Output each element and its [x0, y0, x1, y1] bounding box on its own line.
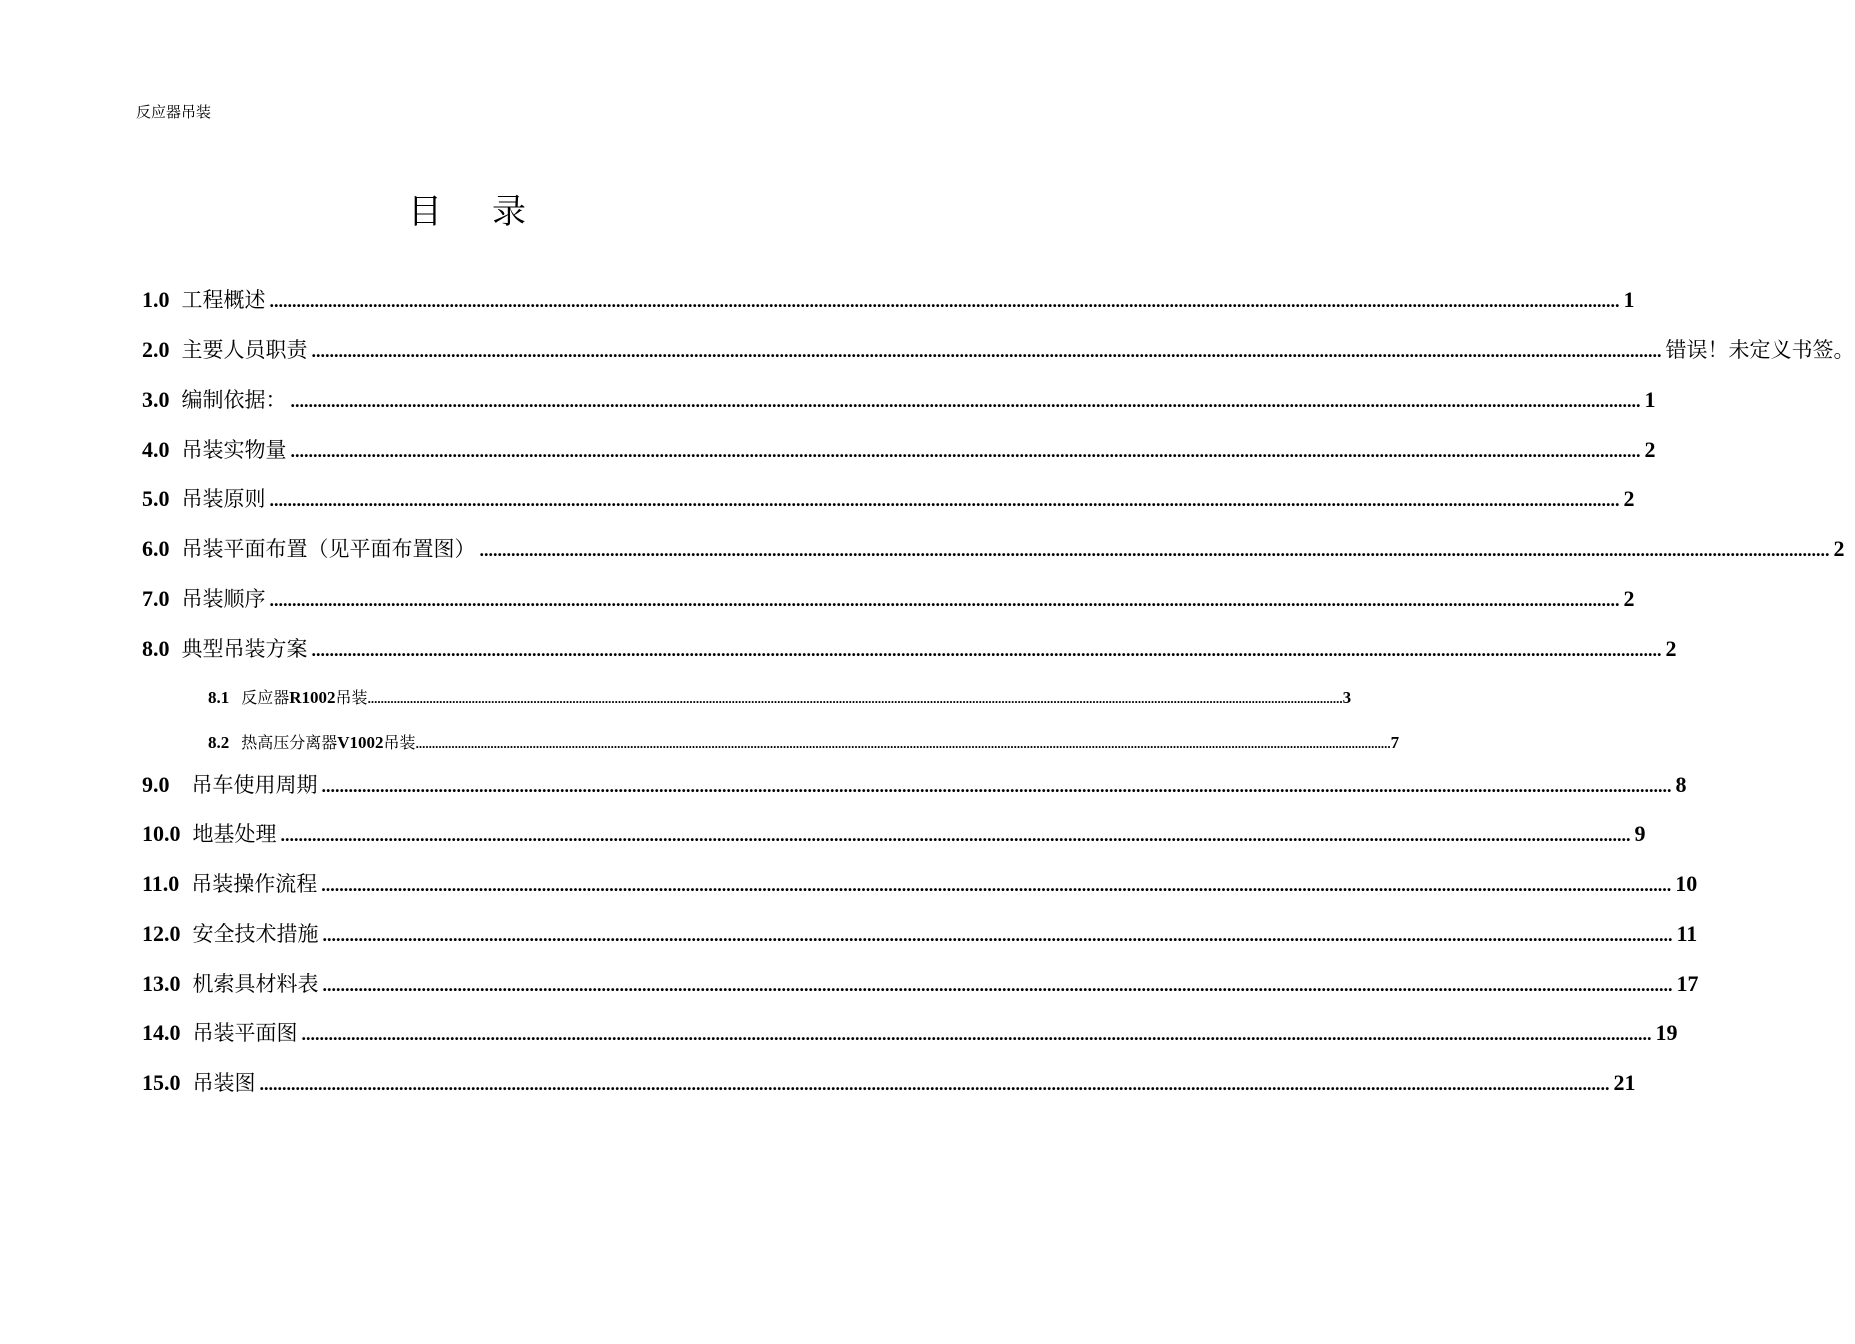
- toc-title: 地基处理: [192, 822, 277, 846]
- toc-leader: ............................................................................................................................................................................................................................................................................................................: [269, 490, 1620, 510]
- toc-page: 8: [1675, 772, 1687, 797]
- toc-title: 吊装实物量: [181, 438, 287, 462]
- toc-number: 14.0: [142, 1020, 181, 1045]
- toc-page: 7: [1390, 733, 1400, 752]
- toc-leader: ............................................................................................................................................................................................................................................................................................................: [321, 875, 1672, 895]
- toc-entry[interactable]: [142, 483, 1635, 515]
- toc-number: 7.0: [142, 586, 170, 611]
- toc-leader: ............................................................................................................................................................................................................................................................................................................: [311, 640, 1662, 660]
- toc-title: 吊装顺序: [181, 587, 266, 611]
- toc-number: 5.0: [142, 486, 170, 511]
- toc-page: 17: [1676, 971, 1699, 996]
- toc-leader: ............................................................................................................................................................................................................................................................................................................: [280, 825, 1631, 845]
- toc-page: 19: [1655, 1020, 1678, 1045]
- toc-title: 编制依据：: [181, 388, 287, 412]
- toc-title: 机索具材料表: [192, 972, 319, 996]
- toc-title: 热高压分离器V1002吊装: [241, 733, 416, 752]
- toc-leader: ............................................................................................................................................................................................................................................................................................................: [311, 341, 1662, 361]
- toc-leader: ............................................................................................................................................................................................................................................................................................................: [415, 736, 1391, 751]
- toc-page: 3: [1342, 688, 1352, 707]
- toc-title: 吊装图: [192, 1071, 256, 1095]
- toc-number: 8.2: [208, 733, 230, 752]
- toc-entry[interactable]: [142, 633, 1677, 665]
- toc-page: 1: [1644, 387, 1656, 412]
- toc-title: 工程概述: [181, 288, 266, 312]
- toc-page: 错误！未定义书签。: [1665, 338, 1855, 362]
- toc-title: 吊车使用周期: [191, 773, 318, 797]
- toc-title: 吊装操作流程: [191, 872, 318, 896]
- toc-page: 2: [1644, 437, 1656, 462]
- toc-leader: ............................................................................................................................................................................................................................................................................................................: [479, 540, 1830, 560]
- toc-leader: ............................................................................................................................................................................................................................................................................................................: [290, 391, 1641, 411]
- toc-number: 6.0: [142, 536, 170, 561]
- toc-entry[interactable]: [142, 533, 1845, 565]
- toc-number: 2.0: [142, 337, 170, 362]
- toc-entry[interactable]: [142, 818, 1646, 850]
- toc-page: 2: [1623, 486, 1635, 511]
- toc-number: 15.0: [142, 1070, 181, 1095]
- toc-page: 2: [1833, 536, 1845, 561]
- toc-number: 13.0: [142, 971, 181, 996]
- toc-page: 2: [1623, 586, 1635, 611]
- running-header: 反应器吊装: [136, 103, 212, 121]
- toc-number: 1.0: [142, 287, 170, 312]
- toc-entry[interactable]: [142, 334, 1855, 366]
- toc-number: 10.0: [142, 821, 181, 846]
- toc-title: 主要人员职责: [181, 338, 308, 362]
- toc-title: 吊装平面布置（见平面布置图）: [181, 537, 476, 561]
- toc-subentry[interactable]: [208, 685, 1352, 717]
- toc-entry[interactable]: [142, 868, 1698, 900]
- toc-title: 安全技术措施: [192, 922, 319, 946]
- toc-entry[interactable]: [142, 968, 1699, 1000]
- toc-number: 8.1: [208, 688, 230, 707]
- toc-entry[interactable]: [142, 1067, 1636, 1099]
- toc-title: 吊装原则: [181, 487, 266, 511]
- toc-page: 2: [1665, 636, 1677, 661]
- toc-leader: ............................................................................................................................................................................................................................................................................................................: [321, 776, 1672, 796]
- toc-leader: ............................................................................................................................................................................................................................................................................................................: [269, 590, 1620, 610]
- toc-leader: ............................................................................................................................................................................................................................................................................................................: [367, 691, 1343, 706]
- toc-page: 11: [1676, 921, 1698, 946]
- toc-number: 12.0: [142, 921, 181, 946]
- toc-entry[interactable]: [142, 1017, 1678, 1049]
- toc-entry[interactable]: [142, 583, 1635, 615]
- toc-entry[interactable]: [142, 434, 1656, 466]
- toc-page: 9: [1634, 821, 1646, 846]
- toc-title: 典型吊装方案: [181, 637, 308, 661]
- toc-title: 反应器R1002吊装: [241, 688, 368, 707]
- toc-leader: ............................................................................................................................................................................................................................................................................................................: [322, 975, 1673, 995]
- toc-number: 11.0: [142, 871, 180, 896]
- toc-leader: ............................................................................................................................................................................................................................................................................................................: [290, 441, 1641, 461]
- toc-entry[interactable]: [142, 769, 1687, 801]
- toc-page: 21: [1613, 1070, 1636, 1095]
- toc-leader: ............................................................................................................................................................................................................................................................................................................: [301, 1024, 1652, 1044]
- toc-leader: ............................................................................................................................................................................................................................................................................................................: [269, 291, 1620, 311]
- toc-number: 8.0: [142, 636, 170, 661]
- toc-entry[interactable]: [142, 284, 1635, 316]
- toc-entry[interactable]: [142, 384, 1656, 416]
- toc-number: 9.0: [142, 772, 170, 797]
- toc-entry[interactable]: [142, 918, 1698, 950]
- toc-number: 3.0: [142, 387, 170, 412]
- toc-leader: ............................................................................................................................................................................................................................................................................................................: [322, 925, 1673, 945]
- toc-page: 1: [1623, 287, 1635, 312]
- toc-subentry[interactable]: [208, 730, 1400, 762]
- toc-leader: ............................................................................................................................................................................................................................................................................................................: [259, 1074, 1610, 1094]
- page-title: 目录: [408, 192, 576, 232]
- toc-number: 4.0: [142, 437, 170, 462]
- toc-page: 10: [1675, 871, 1698, 896]
- toc-title: 吊装平面图: [192, 1021, 298, 1045]
